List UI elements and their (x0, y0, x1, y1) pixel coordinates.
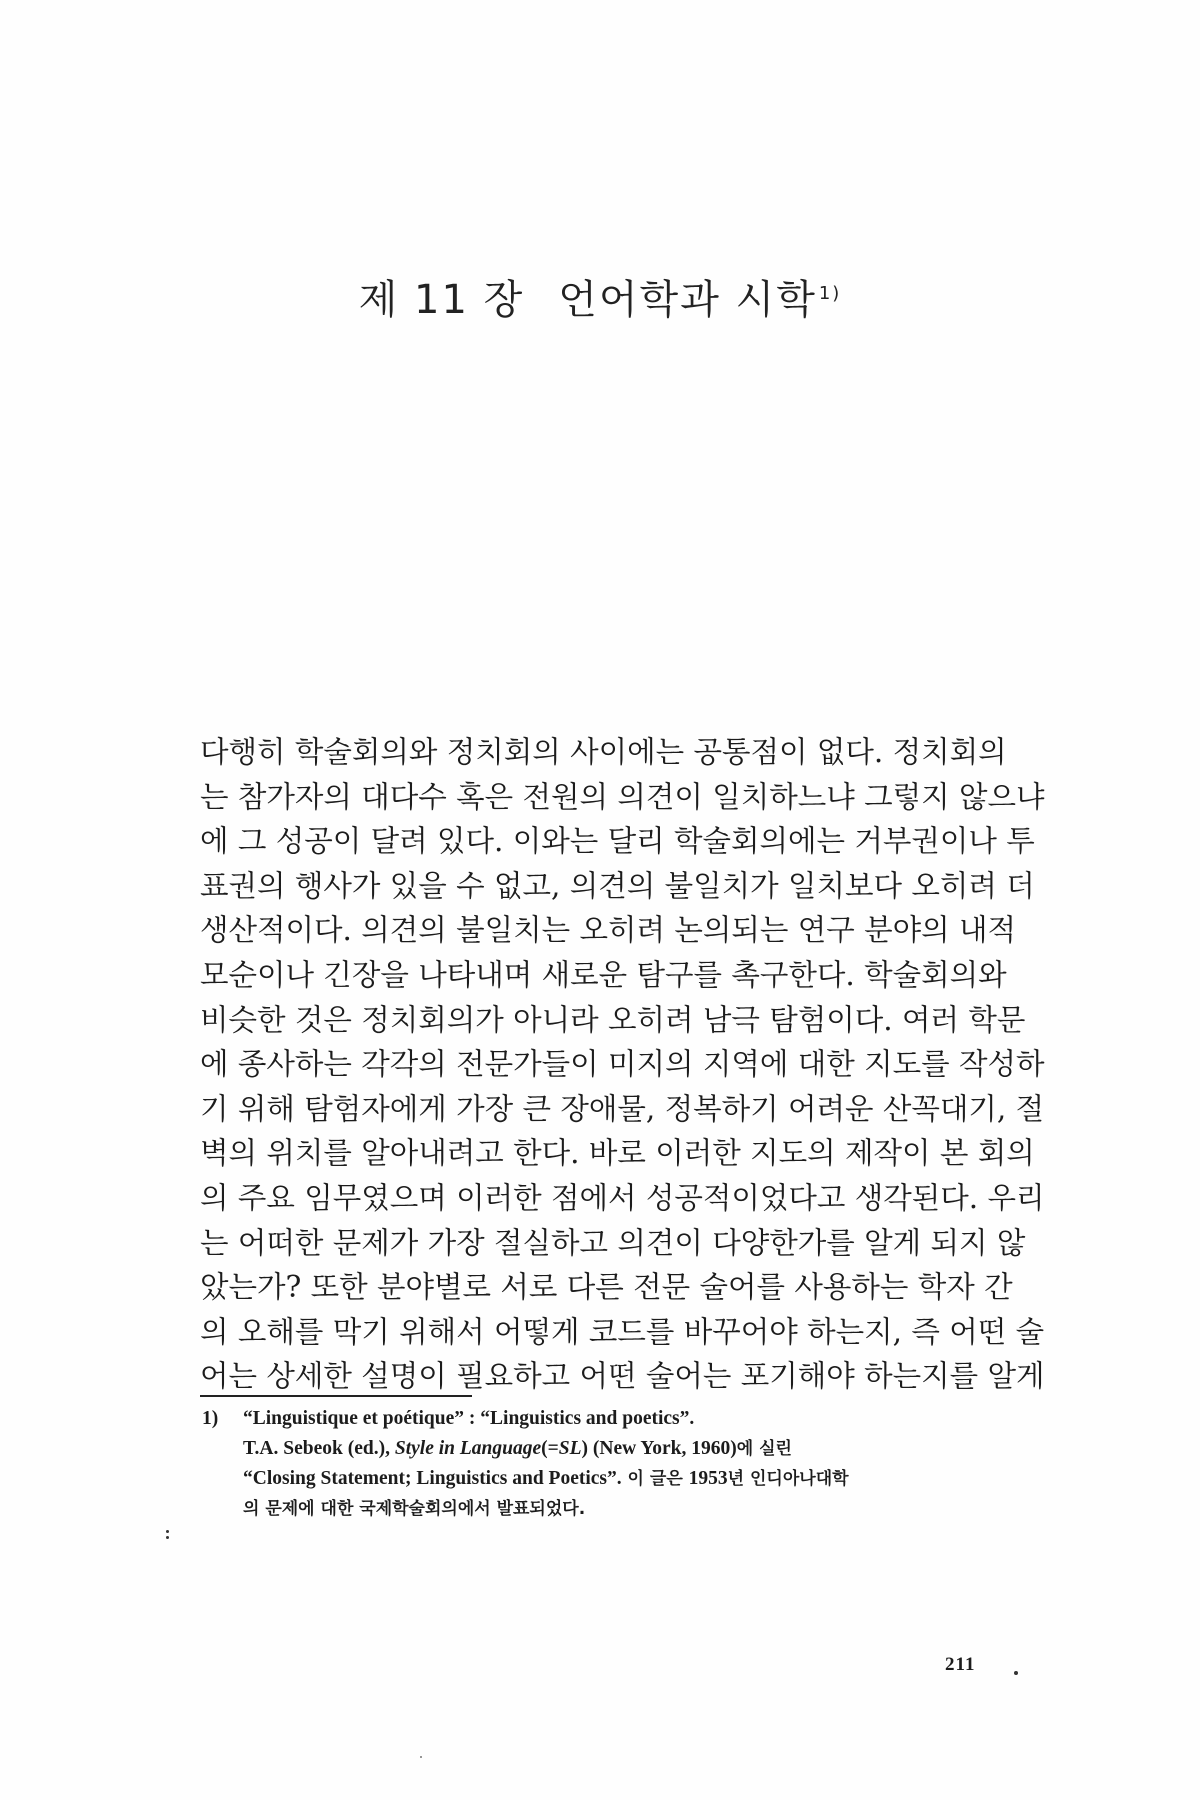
body-line: 는 어떠한 문제가 가장 절실하고 의견이 다양한가를 알게 되지 않 (200, 1225, 1026, 1260)
scan-speck (166, 1530, 169, 1533)
footnote-line (200, 1494, 1000, 1524)
footnote (200, 1404, 1000, 1524)
footnote-line: T.A. Sebeok (ed.), Style in Language(=SL) (New York, 1960)에 실린 (243, 1438, 792, 1459)
body-line: 다행히 학술회의와 정치회의 사이에는 공통점이 없다. 정치회의 (200, 735, 1007, 769)
scan-speck (166, 1536, 169, 1539)
footnote-marker: 1) (202, 1408, 219, 1429)
body-line: 기 위해 탐험자에게 가장 큰 장애물, 정복하기 어려운 산꼭대기, 절 (200, 1091, 1045, 1126)
body-line: 생산적이다. 의견의 불일치는 오히려 논의되는 연구 분야의 내적 (200, 913, 1016, 948)
footnote-original-title: “Linguistique et poétique” : “Linguistics and poetics”. (243, 1408, 695, 1429)
footnote-divider (200, 1395, 472, 1397)
body-line: 는 참가자의 대다수 혹은 전원의 의견이 일치하느냐 그렇지 않으냐 (200, 779, 1045, 814)
footnote-line (200, 1404, 1000, 1434)
body-line: 비슷한 것은 정치회의가 아니라 오히려 남극 탐험이다. 여러 학문 (200, 1002, 1026, 1037)
body-line: 벽의 위치를 알아내려고 한다. 바로 이러한 지도의 제작이 본 회의 (200, 1136, 1035, 1171)
body-paragraph (200, 730, 1045, 1399)
footnote-reference: 1) (818, 282, 842, 304)
scan-speck (420, 1756, 422, 1758)
body-line: 표권의 행사가 있을 수 없고, 의견의 불일치가 일치보다 오히려 더 (200, 868, 1035, 903)
footnote-note: 의 문제에 대한 국제학술회의에서 발표되었다. (243, 1499, 586, 1519)
footnote-year: 1953 (688, 1468, 728, 1489)
footnote-book-title: Style in Language (394, 1438, 542, 1459)
page-number: 211 (945, 1654, 976, 1675)
footnote-abbreviation: SL (558, 1438, 582, 1459)
body-line: 의 주요 임무였으며 이러한 점에서 성공적이었다고 생각된다. 우리 (200, 1180, 1045, 1215)
footnote-editor: T.A. Sebeok (ed.), (243, 1438, 395, 1459)
chapter-title-text: 언어학과 시학 (558, 277, 817, 323)
chapter-title (0, 268, 1200, 325)
body-line: 의 오해를 막기 위해서 어떻게 코드를 바꾸어야 하는지, 즉 어떤 술 (200, 1314, 1045, 1349)
chapter-number-label: 제 11 장 (358, 277, 525, 323)
body-line: 모순이나 긴장을 나타내며 새로운 탐구를 촉구한다. 학술회의와 (200, 957, 1007, 992)
footnote-publication: ) (New York, 1960) (581, 1438, 737, 1459)
body-line: 에 그 성공이 달려 있다. 이와는 달리 학술회의에는 거부권이나 투 (200, 824, 1035, 859)
body-line: 았는가? 또한 분야별로 서로 다른 전문 술어를 사용하는 학자 간 (200, 1270, 1013, 1305)
footnote-line: “Closing Statement; Linguistics and Poetics”. 이 글은 1953년 인디아나대학 (243, 1468, 849, 1489)
footnote-chapter-title: “Closing Statement; Linguistics and Poetics”. (243, 1468, 622, 1489)
scan-speck (1014, 1671, 1018, 1675)
body-line: 에 종사하는 각각의 전문가들이 미지의 지역에 대한 지도를 작성하 (200, 1047, 1045, 1082)
body-line: 어는 상세한 설명이 필요하고 어떤 술어는 포기해야 하는지를 알게 (200, 1359, 1045, 1394)
